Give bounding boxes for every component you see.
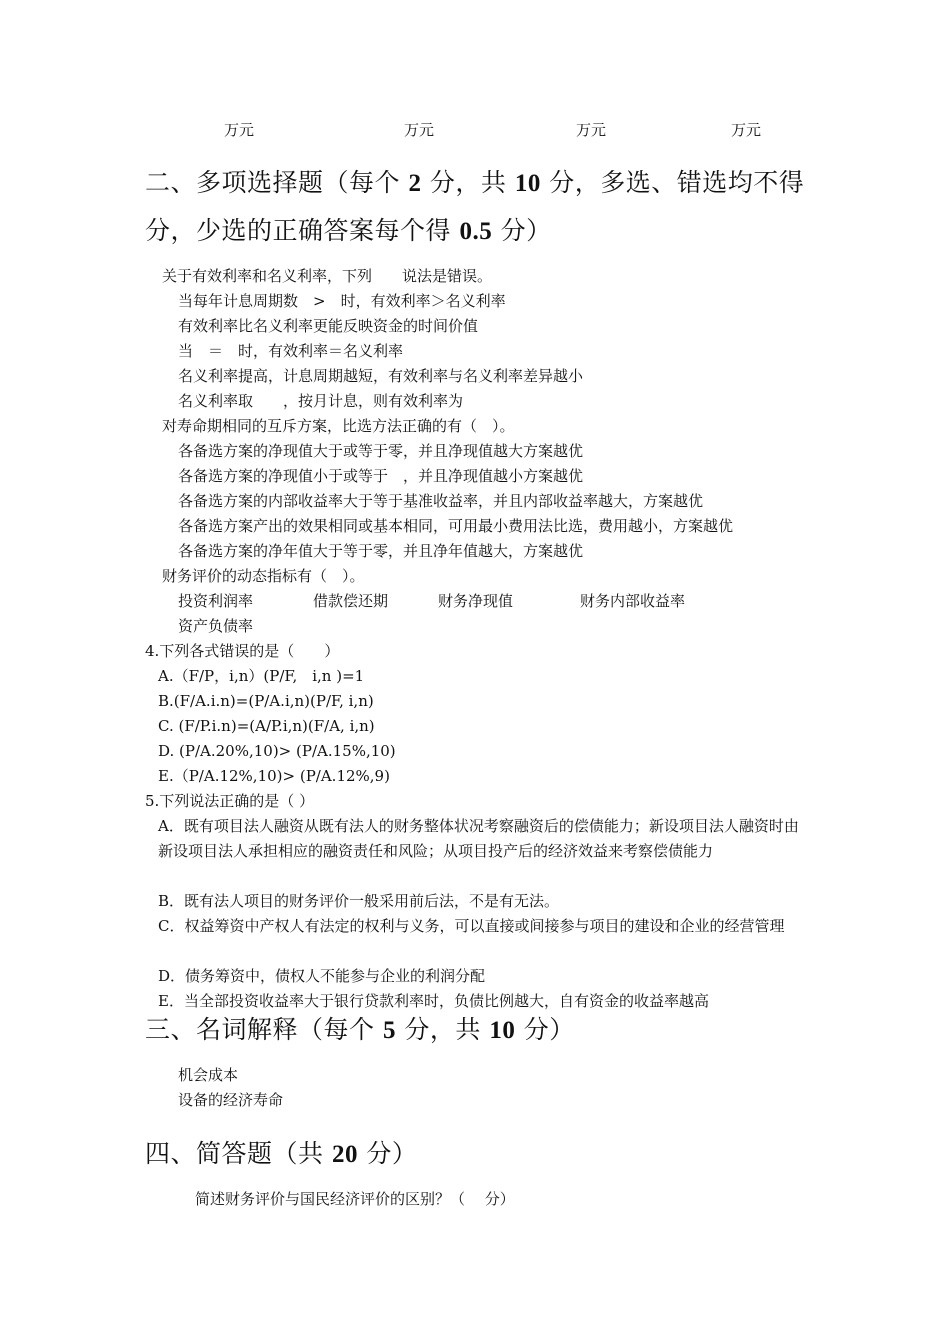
question-option: E.（P/A.12%,10)> (P/A.12%,9): [158, 767, 390, 785]
question-option: 投资利润率: [178, 592, 254, 610]
question-option: B.(F/A.i.n)=(P/A.i,n)(P/F, i,n): [158, 692, 374, 710]
question-option: 名义利率提高，计息周期越短，有效利率与名义利率差异越小: [178, 367, 584, 385]
question-option: C．权益筹资中产权人有法定的权利与义务，可以直接或间接参与项目的建设和企业的经营管理: [158, 917, 785, 935]
question-option: A.（F/P，i,n）(P/F, i,n )=1: [158, 667, 365, 685]
unit-label: 万元: [576, 121, 607, 139]
question-3-stem: 财务评价的动态指标有（ ）。: [162, 567, 365, 585]
question-option: 有效利率比名义利率更能反映资金的时间价值: [178, 317, 479, 335]
question-option: C. (F/P.i.n)=(A/P.i,n)(F/A, i,n): [158, 717, 375, 735]
term-item: 机会成本: [178, 1066, 239, 1084]
question-option: 财务净现值: [438, 592, 514, 610]
question-option: 当 ＝ 时，有效利率＝名义利率: [178, 342, 404, 360]
question-option: 各备选方案的净现值大于或等于零，并且净现值越大方案越优: [178, 442, 584, 460]
question-option: 各备选方案的净年值大于等于零，并且净年值越大，方案越优: [178, 542, 584, 560]
question-option: 各备选方案的净现值小于或等于 ，并且净现值越小方案越优: [178, 467, 584, 485]
unit-label: 万元: [404, 121, 435, 139]
question-option: 各备选方案的内部收益率大于等于基准收益率，并且内部收益率越大，方案越优: [178, 492, 704, 510]
question-option: E．当全部投资收益率大于银行贷款利率时，负债比例越大，自有资金的收益率越高: [158, 992, 709, 1010]
question-option: 资产负债率: [178, 617, 254, 635]
question-option: A．既有项目法人融资从既有法人的财务整体状况考察融资后的偿债能力；新设项目法人融资时由新设项目法人承担相应的融资责任和风险；从项目投产后的经济效益来考察偿债能力: [158, 817, 799, 860]
question-5-stem: 5.下列说法正确的是（ ）: [145, 792, 315, 810]
section-2-heading: 二、多项选择题（每个 2 分，共 10 分，多选、错选均不得: [145, 168, 805, 197]
question-2-stem: 对寿命期相同的互斥方案，比选方法正确的有（ ）。: [162, 417, 515, 435]
question-option: 借款偿还期: [313, 592, 389, 610]
unit-label: 万元: [224, 121, 255, 139]
term-item: 设备的经济寿命: [178, 1091, 284, 1109]
section-2-heading-cont: 分，少选的正确答案每个得 0.5 分）: [145, 216, 552, 245]
question-option: 名义利率取 ，按月计息，则有效利率为: [178, 392, 464, 410]
question-option: 各备选方案产出的效果相同或基本相同，可用最小费用法比选，费用越小，方案越优: [178, 517, 734, 535]
question-1-stem: 关于有效利率和名义利率，下列 说法是错误。: [162, 267, 493, 285]
question-option: 当每年计息周期数 > 时，有效利率＞名义利率: [178, 292, 506, 310]
section-3-heading: 三、名词解释（每个 5 分，共 10 分）: [145, 1015, 575, 1044]
question-option: D．债务筹资中，债权人不能参与企业的利润分配: [158, 967, 486, 985]
unit-label: 万元: [731, 121, 762, 139]
short-answer-item: 简述财务评价与国民经济评价的区别？（ 分）: [195, 1190, 515, 1208]
question-option: D. (P/A.20%,10)> (P/A.15%,10): [158, 742, 396, 760]
section-4-heading: 四、简答题（共 20 分）: [145, 1139, 418, 1168]
question-option: 财务内部收益率: [580, 592, 686, 610]
question-3-options-row: [0, 591, 950, 611]
question-option: B．既有法人项目的财务评价一般采用前后法，不是有无法。: [158, 892, 560, 910]
question-4-stem: 4.下列各式错误的是（ ）: [145, 642, 340, 660]
